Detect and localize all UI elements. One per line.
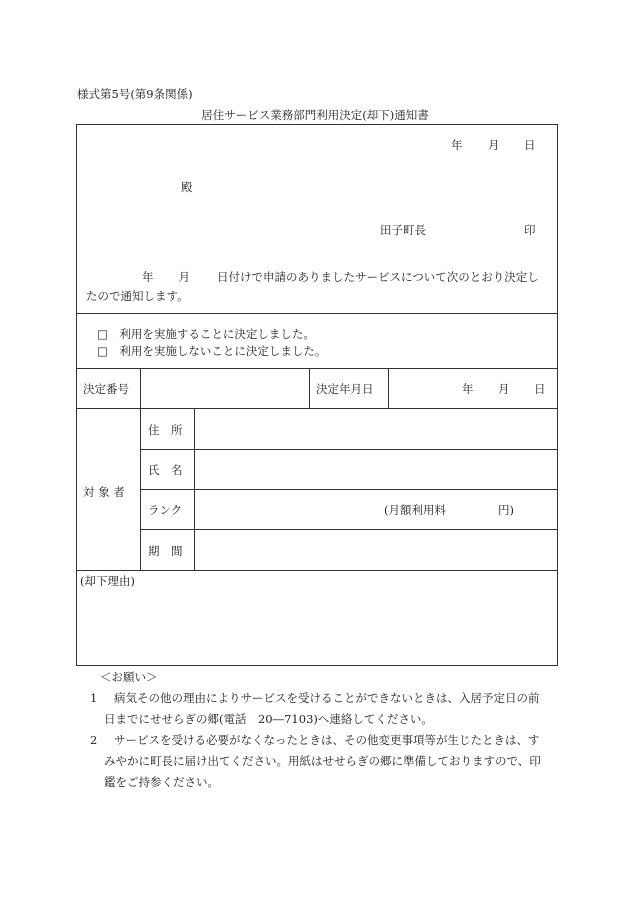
- rank-label: ランク: [148, 503, 183, 517]
- checkbox-icon: □: [97, 327, 108, 341]
- decision-date-year: 年: [462, 382, 474, 396]
- para-text: 日付けで申請のありましたサービスについて次のとおり決定したので通知します。: [86, 270, 539, 303]
- name-label: 氏 名: [148, 463, 183, 477]
- note-item-2: [90, 730, 550, 793]
- note-number: 1: [90, 691, 98, 705]
- address-label: 住 所: [148, 423, 183, 437]
- reject-reason-label: (却下理由): [80, 574, 135, 588]
- cell-border: [388, 368, 389, 408]
- option-not-implement: [97, 343, 326, 359]
- cell-border: [309, 368, 310, 408]
- decision-number-label: 決定番号: [83, 382, 129, 396]
- checkbox-icon: □: [97, 344, 108, 358]
- date-year: 年: [451, 138, 463, 152]
- issuer-name: 田子町長: [380, 223, 426, 237]
- monthly-fee-label: (月額利用料: [384, 503, 446, 517]
- notice-paragraph: [86, 268, 546, 306]
- note-number: 2: [90, 733, 98, 747]
- document-title: 居住サービス業務部門利用決定(却下)通知書: [201, 108, 429, 122]
- para-year: 年: [142, 270, 154, 284]
- note-text: サービスを受ける必要がなくなったときは、その他変更事項等が生じたときは、す: [114, 733, 540, 747]
- date-month: 月: [488, 138, 500, 152]
- notes-heading: ＜お願い＞: [100, 670, 158, 684]
- note-text-continued: みやかに町長に届け出てください。用紙はせせらぎの郷に準備しておりますので、印鑑をご持参ください。: [104, 754, 541, 789]
- para-month: 月: [178, 270, 190, 284]
- note-text-continued: 日までにせせらぎの郷(電話 20―7103)へ連絡してください。: [104, 712, 433, 726]
- row-divider: [140, 529, 557, 530]
- cell-border: [140, 368, 141, 408]
- row-divider: [140, 449, 557, 450]
- addressee-suffix: 殿: [181, 180, 193, 194]
- subject-label: 対 象 者: [83, 485, 125, 499]
- row-divider: [140, 489, 557, 490]
- decision-date-label: 決定年月日: [316, 382, 374, 396]
- monthly-fee-unit: 円): [498, 503, 514, 517]
- divider: [76, 570, 557, 571]
- date-day: 日: [524, 138, 536, 152]
- option-implement: [97, 326, 315, 342]
- decision-date-month: 月: [498, 382, 510, 396]
- form-number-label: 様式第5号(第9条関係): [77, 87, 193, 101]
- option-label: 利用を実施しないことに決定しました。: [119, 344, 327, 358]
- divider: [76, 408, 557, 409]
- divider: [76, 313, 557, 314]
- note-item-1: [90, 688, 550, 730]
- seal-mark: 印: [524, 223, 536, 237]
- decision-date-day: 日: [534, 382, 546, 396]
- note-text: 病気その他の理由によりサービスを受けることができないときは、入居予定日の前: [114, 691, 540, 705]
- divider: [76, 368, 557, 369]
- period-label: 期 間: [148, 544, 183, 558]
- option-label: 利用を実施することに決定しました。: [119, 327, 315, 341]
